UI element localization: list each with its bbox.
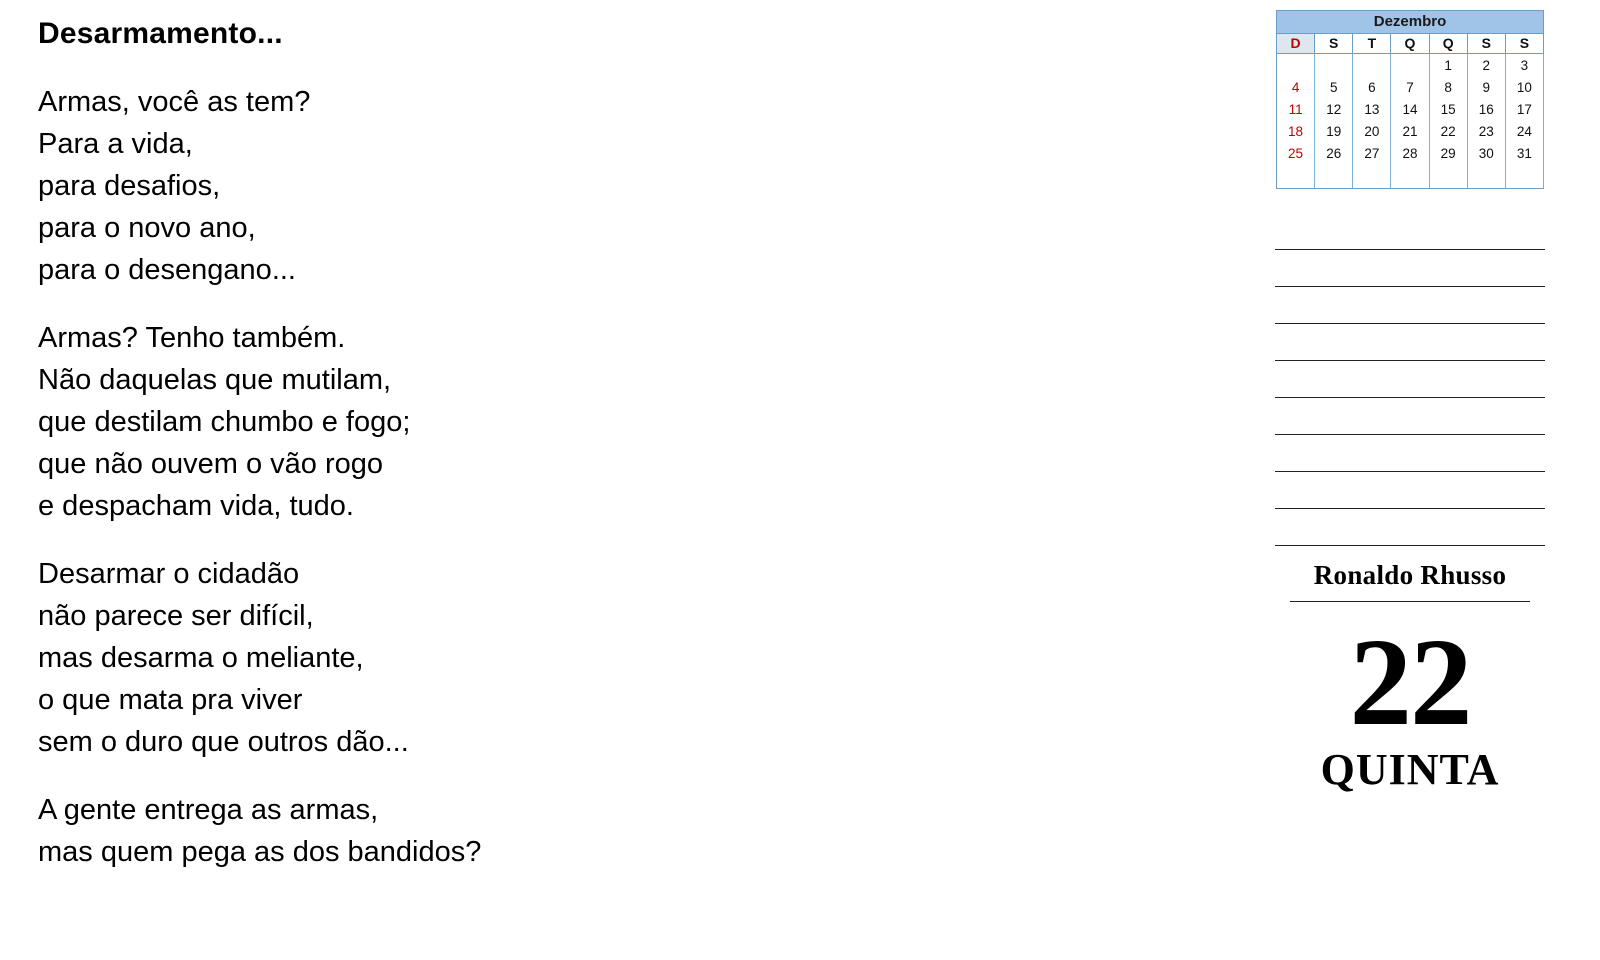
poem-line: e despacham vida, tudo.: [38, 489, 354, 522]
poem-line: não parece ser difícil,: [38, 599, 314, 632]
calendar-day-cell[interactable]: 4: [1277, 76, 1315, 98]
calendar-day-cell[interactable]: 2: [1467, 54, 1505, 77]
calendar-day-cell[interactable]: 5: [1315, 76, 1353, 98]
calendar-day-cell[interactable]: 12: [1315, 98, 1353, 120]
poem-line: Desarmar o cidadão: [38, 557, 300, 590]
note-line[interactable]: [1275, 435, 1545, 472]
note-line[interactable]: [1275, 398, 1545, 435]
calendar-day-cell[interactable]: 14: [1391, 98, 1429, 120]
calendar-day-cell[interactable]: 8: [1429, 76, 1467, 98]
calendar-day-cell[interactable]: 19: [1315, 120, 1353, 142]
side-column: [1230, 0, 1600, 960]
calendar-week-row: [1277, 120, 1544, 142]
calendar-day-cell[interactable]: 24: [1505, 120, 1543, 142]
calendar-day-cell[interactable]: 23: [1467, 120, 1505, 142]
calendar-empty-cell: [1391, 164, 1429, 189]
calendar-day-cell[interactable]: 3: [1505, 54, 1543, 77]
poem-line: mas quem pega as dos bandidos?: [38, 835, 482, 868]
note-line[interactable]: [1275, 472, 1545, 509]
note-line[interactable]: [1275, 287, 1545, 324]
calendar-empty-cell: [1505, 164, 1543, 189]
poem-line: que não ouvem o vão rogo: [38, 447, 384, 480]
poem-line: sem o duro que outros dão...: [38, 725, 409, 758]
calendar-week-row: [1277, 76, 1544, 98]
calendar-day-cell[interactable]: 10: [1505, 76, 1543, 98]
calendar-day-cell[interactable]: 27: [1353, 142, 1391, 164]
notes-area: [1275, 213, 1545, 546]
calendar-empty-cell: [1353, 164, 1391, 189]
calendar-day-cell[interactable]: 30: [1467, 142, 1505, 164]
page-title: Desarmamento...: [38, 17, 283, 50]
poem-line: que destilam chumbo e fogo;: [38, 405, 411, 438]
poem-line: Armas, você as tem?: [38, 85, 311, 118]
day-name: QUINTA: [1320, 745, 1500, 794]
poem-line: mas desarma o meliante,: [38, 641, 364, 674]
poem-stanza: [38, 317, 1230, 527]
calendar-week-row: [1277, 142, 1544, 164]
calendar-day-cell[interactable]: [1353, 54, 1391, 77]
poem-line: para o novo ano,: [38, 211, 256, 244]
calendar-empty-cell: [1277, 164, 1315, 189]
calendar-day-cell[interactable]: 7: [1391, 76, 1429, 98]
calendar-day-cell[interactable]: 9: [1467, 76, 1505, 98]
poem-line: para desafios,: [38, 169, 221, 202]
note-line[interactable]: [1275, 213, 1545, 250]
calendar-day-cell[interactable]: [1315, 54, 1353, 77]
note-line[interactable]: [1275, 324, 1545, 361]
calendar-day-cell[interactable]: 21: [1391, 120, 1429, 142]
poem-line: Armas? Tenho também.: [38, 321, 346, 354]
calendar-day-cell[interactable]: 17: [1505, 98, 1543, 120]
calendar-day-cell[interactable]: 22: [1429, 120, 1467, 142]
poem-line: A gente entrega as armas,: [38, 793, 379, 826]
calendar-empty-cell: [1315, 164, 1353, 189]
poem-stanza: [38, 81, 1230, 291]
calendar-weekday-header: Q: [1391, 34, 1429, 54]
calendar-day-cell[interactable]: 11: [1277, 98, 1315, 120]
calendar-weekday-header: D: [1277, 34, 1315, 54]
poem-line: Não daquelas que mutilam,: [38, 363, 392, 396]
calendar-day-cell[interactable]: 26: [1315, 142, 1353, 164]
note-line[interactable]: [1275, 509, 1545, 546]
poem-line: para o desengano...: [38, 253, 296, 286]
calendar-weekday-header: S: [1315, 34, 1353, 54]
calendar-weekday-header: T: [1353, 34, 1391, 54]
author-underline: [1290, 601, 1530, 602]
calendar-weekday-header: S: [1505, 34, 1543, 54]
calendar-day-cell[interactable]: [1391, 54, 1429, 77]
poem-stanza: [38, 553, 1230, 763]
calendar-day-cell[interactable]: 18: [1277, 120, 1315, 142]
calendar-weekday-header: S: [1467, 34, 1505, 54]
calendar-day-cell[interactable]: 1: [1429, 54, 1467, 77]
calendar-day-cell[interactable]: 31: [1505, 142, 1543, 164]
month-calendar: [1276, 10, 1544, 189]
calendar-day-cell[interactable]: 16: [1467, 98, 1505, 120]
calendar-day-cell[interactable]: 13: [1353, 98, 1391, 120]
calendar-week-row: [1277, 98, 1544, 120]
calendar-month-label: Dezembro: [1276, 10, 1544, 33]
poem-line: Para a vida,: [38, 127, 193, 160]
calendar-day-cell[interactable]: 20: [1353, 120, 1391, 142]
calendar-empty-cell: [1429, 164, 1467, 189]
calendar-weekday-row: [1277, 34, 1544, 54]
note-line[interactable]: [1275, 250, 1545, 287]
calendar-week-row: [1277, 54, 1544, 77]
day-number: 22: [1349, 614, 1471, 752]
poem-line: o que mata pra viver: [38, 683, 303, 716]
calendar-day-cell[interactable]: [1277, 54, 1315, 77]
calendar-filler-row: [1277, 164, 1544, 189]
calendar-day-cell[interactable]: 15: [1429, 98, 1467, 120]
calendar-day-cell[interactable]: 29: [1429, 142, 1467, 164]
calendar-empty-cell: [1467, 164, 1505, 189]
poem-stanza: [38, 789, 1230, 873]
calendar-weekday-header: Q: [1429, 34, 1467, 54]
calendar-day-cell[interactable]: 25: [1277, 142, 1315, 164]
calendar-day-cell[interactable]: 6: [1353, 76, 1391, 98]
note-line[interactable]: [1275, 361, 1545, 398]
author-name: Ronaldo Rhusso: [1313, 560, 1507, 590]
calendar-day-cell[interactable]: 28: [1391, 142, 1429, 164]
